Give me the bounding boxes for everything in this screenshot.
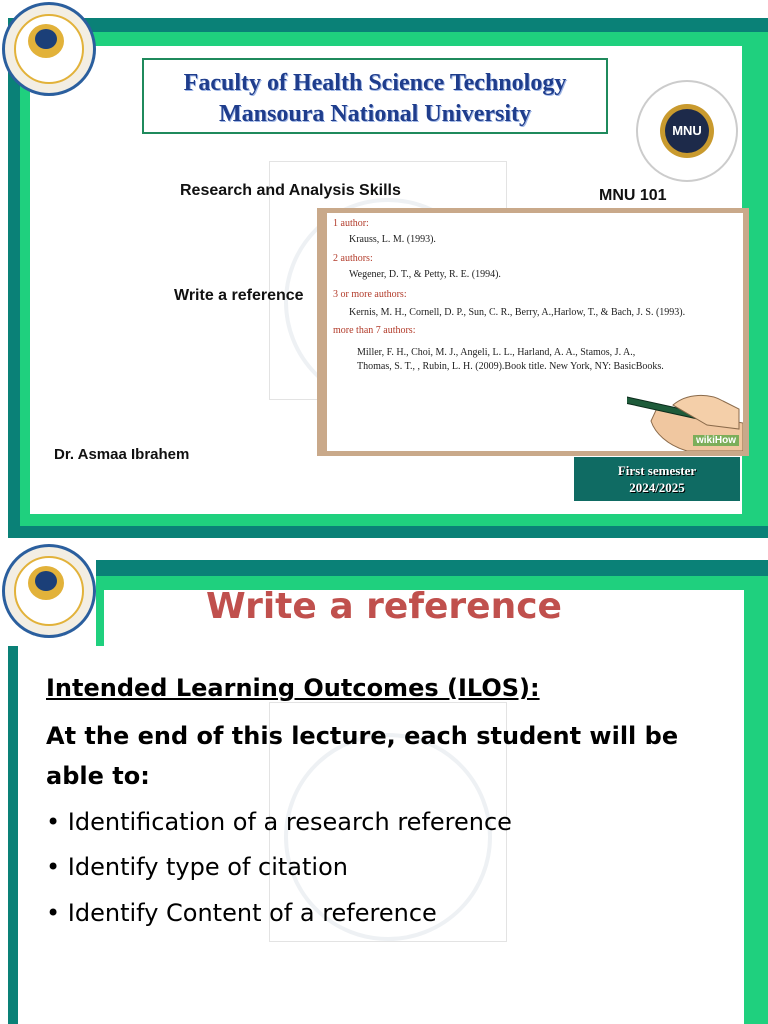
- list-item: • Identify Content of a reference: [46, 899, 437, 927]
- semester-badge: [574, 457, 740, 501]
- ref-example-4a: Miller, F. H., Choi, M. J., Angeli, L. L., Harland, A. A., Stamos, J. A.,: [357, 347, 636, 358]
- ref-example-3: Kernis, M. H., Cornell, D. P., Sun, C. R., Berry, A.,Harlow, T., & Bach, J. S. (1993).: [349, 307, 686, 318]
- reference-paper: [327, 213, 743, 451]
- bullet-text: Identify type of citation: [67, 853, 348, 881]
- ilos-heading: Intended Learning Outcomes (ILOS):: [46, 674, 540, 702]
- course-title: Research and Analysis Skills: [180, 182, 401, 199]
- ref-label-7-authors: more than 7 authors:: [333, 325, 416, 336]
- faculty-logo: [2, 2, 96, 96]
- wikihow-watermark: wikiHow: [693, 435, 739, 446]
- ref-label-1-author: 1 author:: [333, 218, 369, 229]
- university-title: Mansoura National University: [219, 101, 531, 127]
- slide-subtitle: Write a reference: [174, 287, 304, 304]
- university-logo: [636, 80, 738, 182]
- ref-example-4b: Thomas, S. T., , Rubin, L. H. (2009).Book title. New York, NY: BasicBooks.: [357, 361, 664, 372]
- list-item: • Identify type of citation: [46, 853, 348, 881]
- mnu-logo-text: MNU: [665, 109, 709, 153]
- ref-label-2-authors: 2 authors:: [333, 253, 373, 264]
- ref-example-1: Krauss, L. M. (1993).: [349, 234, 436, 245]
- ref-example-2: Wegener, D. T., & Petty, R. E. (1994).: [349, 269, 501, 280]
- course-code: MNU 101: [599, 187, 667, 204]
- intro-line-2: able to:: [46, 762, 150, 790]
- slide-heading: Write a reference: [206, 586, 562, 627]
- list-item: • Identification of a research reference: [46, 808, 512, 836]
- semester-year: 2024/2025: [629, 480, 685, 495]
- frame-dark-left: [8, 646, 18, 1024]
- ref-label-3-authors: 3 or more authors:: [333, 289, 407, 300]
- faculty-title: Faculty of Health Science Technology: [183, 70, 567, 96]
- semester-label: First semester: [617, 463, 697, 478]
- title-box: [142, 58, 608, 134]
- reference-example-image: [317, 208, 749, 456]
- slide-2: [0, 542, 768, 1024]
- bullet-text: Identify Content of a reference: [67, 899, 437, 927]
- intro-line-1: At the end of this lecture, each student will be: [46, 722, 679, 750]
- bullet-text: Identification of a research reference: [67, 808, 512, 836]
- lecturer-name: Dr. Asmaa Ibrahem: [54, 446, 190, 463]
